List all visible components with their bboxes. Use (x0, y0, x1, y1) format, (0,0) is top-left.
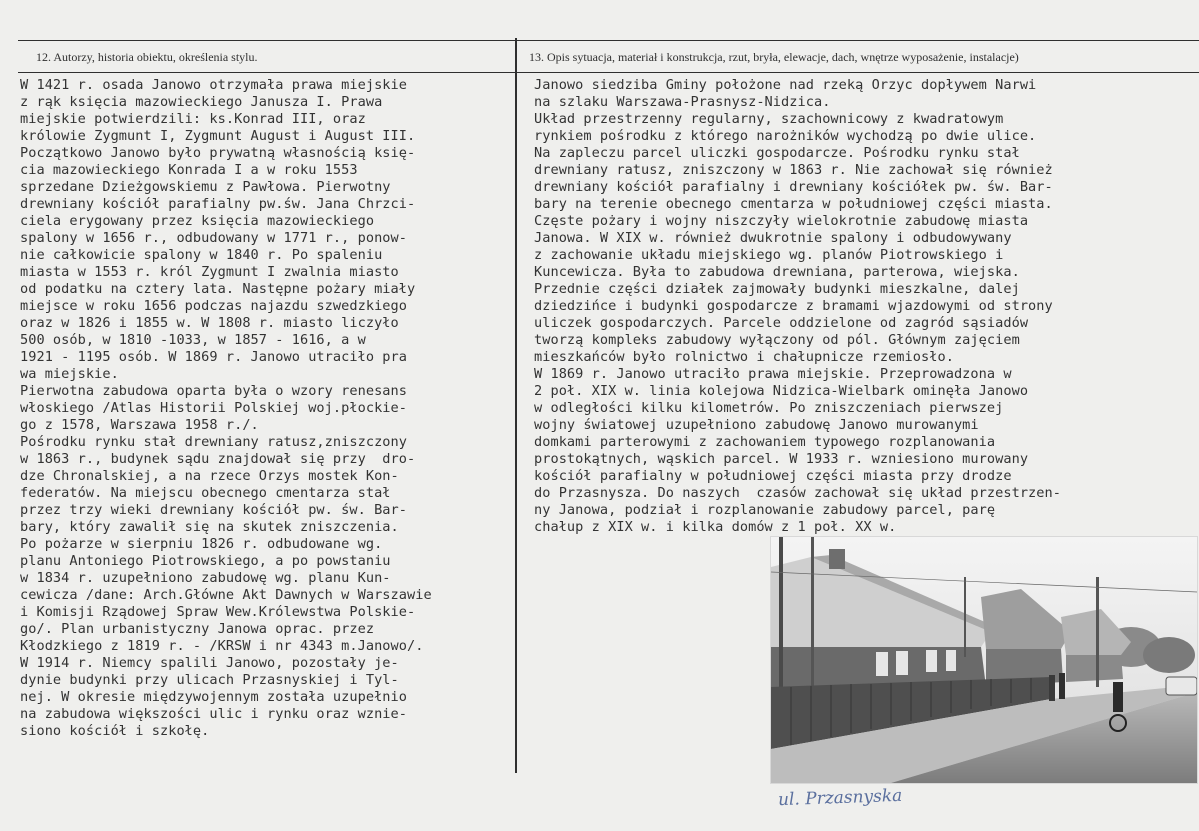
text-line: Częste pożary i wojny niszczyły wielokrotnie zabudowę miasta (534, 213, 1029, 229)
text-line: ciela erygowany przez księcia mazowieckiego (20, 213, 375, 229)
photo-caption: ul. Przasnyska (777, 785, 903, 811)
text-line: wojny światowej uzupełniono zabudowę Janowo murowanymi (534, 417, 979, 433)
text-line: w odległości kilku kilometrów. Po zniszczeniach pierwszej (534, 400, 1004, 416)
text-line: sprzedane Dzieżgowskiemu z Pawłowa. Pierwotny (20, 179, 391, 195)
text-line: przez trzy wieki drewniany kościół pw. św. Bar- (20, 502, 408, 518)
text-line: kościół parafialny w południowej części miasta przy drodze (534, 468, 1012, 484)
text-line: Kłodzkiego z 1819 r. - /KRSW i nr 4343 m.Janowo/. (20, 638, 424, 654)
text-line: siono kościół i szkołę. (20, 723, 210, 739)
text-line: cewicza /dane: Arch.Główne Akt Dawnych w Warszawie (20, 587, 432, 603)
section-12-header: 12. Autorzy, historia obiektu, określenia stylu. (36, 50, 258, 64)
text-line: drewniany kościół parafialny pw.św. Jana Chrzci- (20, 196, 416, 212)
description-text-column (534, 77, 1194, 536)
header-rule (18, 72, 1199, 73)
text-line: oraz w 1826 i 1855 w. W 1808 r. miasto liczyło (20, 315, 399, 331)
text-line: dynie budynki przy ulicach Przasnyskiej i Tyl- (20, 672, 399, 688)
text-line: miasta w 1553 r. król Zygmunt I zwalnia miasto (20, 264, 399, 280)
text-line: miejsce w roku 1656 podczas najazdu szwedzkiego (20, 298, 408, 314)
text-line: rynkiem pośrodku z którego narożników wychodzą po dwie ulice. (534, 128, 1037, 144)
text-line: drewniany kościół parafialny i drewniany kościółek pw. św. Bar- (534, 179, 1053, 195)
text-line: W 1869 r. Janowo utraciło prawa miejskie. Przeprowadzona w (534, 366, 1012, 382)
text-line: Pośrodku rynku stał drewniany ratusz,zniszczony (20, 434, 408, 450)
text-line: nie całkowicie spalony w 1840 r. Po spaleniu (20, 247, 383, 263)
text-line: w 1834 r. uzupełniono zabudowę wg. planu Kun- (20, 570, 391, 586)
text-line: nej. W okresie międzywojennym została uzupełnio (20, 689, 408, 705)
street-photo-illustration (771, 537, 1197, 783)
text-line: W 1421 r. osada Janowo otrzymała prawa miejskie (20, 77, 408, 93)
text-line: Kuncewicza. Była to zabudowa drewniana, parterowa, wiejska. (534, 264, 1020, 280)
text-line: królowie Zygmunt I, Zygmunt August i August III. (20, 128, 416, 144)
text-line: tworzą kompleks zabudowy wyłączony od pól. Głównym zajęciem (534, 332, 1020, 348)
text-line: wa miejskie. (20, 366, 119, 382)
text-line: bary na terenie obecnego cmentarza w południowej części miasta. (534, 196, 1053, 212)
text-line: mieszkańców było rolnictwo i chałupnicze rzemiosło. (534, 349, 954, 365)
text-line: go/. Plan urbanistyczny Janowa oprac. przez (20, 621, 375, 637)
text-line: dziedzińce i budynki gospodarcze z bramami wjazdowymi od strony (534, 298, 1053, 314)
text-line: W 1914 r. Niemcy spalili Janowo, pozostały je- (20, 655, 399, 671)
text-line: do Przasnysza. Do naszych czasów zachował się układ przestrzen- (534, 485, 1061, 501)
text-line: i Komisji Rządowej Spraw Wew.Królewstwa Polskie- (20, 604, 416, 620)
top-rule (18, 40, 1199, 41)
history-text-column (20, 77, 512, 740)
text-line: 2 poł. XIX w. linia kolejowa Nidzica-Wielbark ominęła Janowo (534, 383, 1029, 399)
text-line: Układ przestrzenny regularny, szachownicowy z kwadratowym (534, 111, 1004, 127)
text-line: na szlaku Warszawa-Prasnysz-Nidzica. (534, 94, 831, 110)
text-line: uliczek gospodarczych. Parcele oddzielone od zagród sąsiadów (534, 315, 1029, 331)
text-line: ny Janowa, podział i rozplanowanie zabudowy parcel, parę (534, 502, 996, 518)
text-line: domkami parterowymi z zachowaniem typowego rozplanowania (534, 434, 996, 450)
text-line: go z 1578, Warszawa 1958 r./. (20, 417, 259, 433)
text-line: Początkowo Janowo było prywatną własnością księ- (20, 145, 416, 161)
text-line: Janowa. W XIX w. również dwukrotnie spalony i odbudowywany (534, 230, 1012, 246)
text-line: Po pożarze w sierpniu 1826 r. odbudowane wg. (20, 536, 383, 552)
text-line: federatów. Na miejscu obecnego cmentarza stał (20, 485, 391, 501)
text-line: prostokątnych, wąskich parcel. W 1933 r. wzniesiono murowany (534, 451, 1029, 467)
text-line: 1921 - 1195 osób. W 1869 r. Janowo utraciło pra (20, 349, 408, 365)
street-photograph (770, 536, 1198, 784)
text-line: Pierwotna zabudowa oparta była o wzory renesans (20, 383, 408, 399)
text-line: w 1863 r., budynek sądu znajdował się przy dro- (20, 451, 416, 467)
column-divider (515, 38, 517, 773)
text-line: miejskie potwierdzili: ks.Konrad III, oraz (20, 111, 366, 127)
text-line: cia mazowieckiego Konrada I a w roku 1553 (20, 162, 358, 178)
text-line: dze Chronalskiej, a na rzece Orzys mostek Kon- (20, 468, 399, 484)
text-line: drewniany ratusz, zniszczony w 1863 r. Nie zachował się również (534, 162, 1053, 178)
section-13-header: 13. Opis sytuacja, materiał i konstrukcja, rzut, bryła, elewacje, dach, wnętrze wyposażenie, instalacje) (529, 50, 1019, 64)
text-line: bary, który zawalił się na skutek zniszczenia. (20, 519, 399, 535)
text-line: Przednie części działek zajmowały budynki mieszkalne, dalej (534, 281, 1020, 297)
text-line: planu Antoniego Piotrowskiego, a po powstaniu (20, 553, 391, 569)
text-line: chałup z XIX w. i kilka domów z 1 poł. XX w. (534, 519, 897, 535)
text-line: Na zapleczu parcel uliczki gospodarcze. Pośrodku rynku stał (534, 145, 1020, 161)
text-line: z zachowanie układu miejskiego wg. planów Piotrowskiego i (534, 247, 1004, 263)
text-line: Janowo siedziba Gminy położone nad rzeką Orzyc dopływem Narwi (534, 77, 1037, 93)
text-line: od podatku na cztery lata. Następne pożary miały (20, 281, 416, 297)
text-line: 500 osób, w 1810 -1033, w 1857 - 1616, a w (20, 332, 366, 348)
text-line: z rąk księcia mazowieckiego Janusza I. Prawa (20, 94, 383, 110)
text-line: spalony w 1656 r., odbudowany w 1771 r., ponow- (20, 230, 408, 246)
text-line: na zabudowa większości ulic i rynku oraz wznie- (20, 706, 408, 722)
text-line: włoskiego /Atlas Historii Polskiej woj.płockie- (20, 400, 408, 416)
